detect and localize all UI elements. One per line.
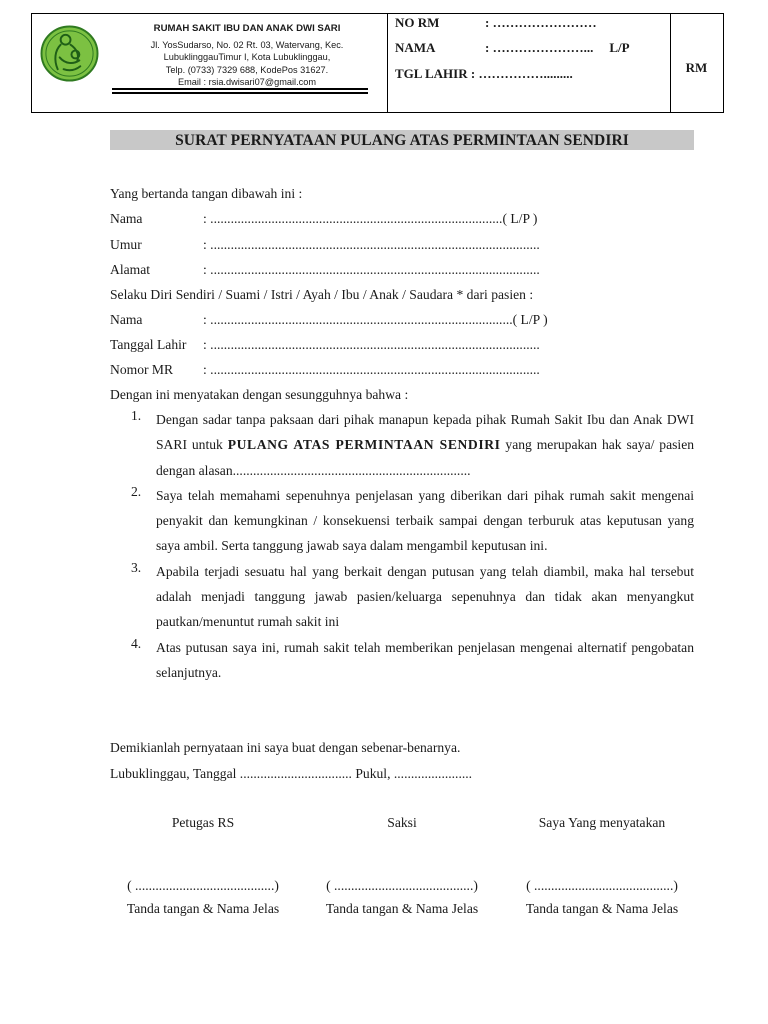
signer-age-field xyxy=(110,236,540,253)
signature-role: Saksi xyxy=(387,815,417,830)
place-date-line: Lubuklinggau, Tanggal ................................. Pukul, ....................... xyxy=(110,766,473,781)
signature-caption: Tanda tangan & Nama Jelas xyxy=(325,901,479,916)
statement-intro: Dengan ini menyatakan dengan sesungguhnya bahwa : xyxy=(110,387,409,402)
tgl-lahir-row xyxy=(395,66,573,82)
patient-id-box xyxy=(387,14,671,112)
document-title: SURAT PERNYATAAN PULANG ATAS PERMINTAAN SENDIRI xyxy=(110,130,694,150)
signature-blank: ( .........................................) xyxy=(526,878,678,893)
hospital-name: RUMAH SAKIT IBU DAN ANAK DWI SARI xyxy=(153,23,341,34)
signature-blank: ( .........................................) xyxy=(127,878,279,893)
list-number: 3. xyxy=(131,559,142,575)
list-item xyxy=(131,483,694,559)
list-text: Atas putusan saya ini, rumah sakit telah memberikan penjelasan mengenai alternatif pengobatan selanjutnya. xyxy=(156,639,694,680)
relation-line: Selaku Diri Sendiri / Suami / Istri / Ayah / Ibu / Anak / Saudara * dari pasien : xyxy=(110,287,534,302)
list-item xyxy=(131,635,694,686)
gender-label: L/P xyxy=(609,40,630,55)
address-line-1: Jl. YosSudarso, No. 02 Rt. 03, Watervang, Kec. xyxy=(150,39,344,50)
hospital-identity xyxy=(32,14,388,112)
signer-name-field xyxy=(110,210,537,227)
list-text: Saya telah memahami sepenuhnya penjelasan yang diberikan dari pihak rumah sakit mengenai penyakit dan kemungkinan / konsekuensi terbaik sampai dengan terburuk atas keputusan yang saya ambil. Serta tanggung jawab saya dalam mengambil keputusan ini. xyxy=(156,487,694,554)
nama-value: : …………………... xyxy=(485,40,594,55)
nama-label: NAMA xyxy=(395,40,436,55)
field-label: Nama xyxy=(110,211,143,226)
field-value: : ................................................................................................. xyxy=(203,237,540,252)
field-value: : ......................................................................................( L/P ) xyxy=(203,211,538,226)
list-text: Apabila terjadi sesuatu hal yang berkait dengan putusan yang telah diambil, maka hal tersebut adalah menjadi tanggung jawab pasien/keluarga sepenuhnya dan tidak akan menyangkut pautkan/menuntut rumah sakit ini xyxy=(156,563,694,630)
patient-mr-field xyxy=(110,361,540,378)
hospital-info xyxy=(110,23,384,89)
rm-label: RM xyxy=(685,60,708,75)
signature-declarant xyxy=(507,815,697,917)
list-number: 1. xyxy=(131,408,142,423)
field-value: : ................................................................................................. xyxy=(203,262,540,277)
phone-line: Telp. (0733) 7329 688, KodePos 31627. xyxy=(165,64,329,75)
field-label: Nama xyxy=(110,312,143,327)
intro-text: Yang bertanda tangan dibawah ini : xyxy=(110,186,303,201)
field-label: Tanggal Lahir xyxy=(110,337,187,352)
document-header xyxy=(31,13,724,113)
patient-name-field xyxy=(110,311,548,328)
signature-role: Petugas RS xyxy=(171,815,235,830)
patient-dob-field xyxy=(110,336,540,353)
address-line-2: LubuklinggauTimur I, Kota Lubuklinggau, xyxy=(163,52,331,63)
signature-blank: ( .........................................) xyxy=(326,878,478,893)
nama-row xyxy=(395,40,630,56)
field-value: : .........................................................................................( L/P ) xyxy=(203,312,548,327)
rm-box xyxy=(670,14,723,112)
tgl-lahir-label: TGL LAHIR xyxy=(395,66,468,81)
signature-caption: Tanda tangan & Nama Jelas xyxy=(126,901,280,916)
signature-officer xyxy=(108,815,298,917)
no-rm-value: : …………………… xyxy=(485,15,597,30)
closing-statement: Demikianlah pernyataan ini saya buat dengan sebenar-benarnya. xyxy=(110,740,461,755)
no-rm-row xyxy=(395,15,597,31)
signer-address-field xyxy=(110,261,540,278)
field-label: Nomor MR xyxy=(110,362,174,377)
email-line: Email : rsia.dwisari07@gmail.com xyxy=(178,77,316,88)
list-number: 2. xyxy=(131,483,142,499)
header-rule-bottom xyxy=(112,92,368,94)
no-rm-label: NO RM xyxy=(395,15,440,30)
field-value: : ................................................................................................. xyxy=(203,337,540,352)
list-item xyxy=(131,407,694,483)
header-rule-top xyxy=(112,88,368,90)
list-item xyxy=(131,559,694,635)
list-text: Dengan sadar tanpa paksaan dari pihak manapun kepada pihak Rumah Sakit Ibu dan Anak DWI SARI untuk PULANG ATAS PERMINTAAN SENDIRI yang merupakan hak saya/ pasien dengan alasan...................................................................... xyxy=(156,412,695,478)
field-value: : ................................................................................................. xyxy=(203,362,540,377)
mother-child-logo-icon xyxy=(40,25,99,82)
tgl-lahir-value: : ……………......... xyxy=(470,66,573,81)
signature-role: Saya Yang menyatakan xyxy=(538,815,666,830)
signature-witness xyxy=(307,815,497,917)
field-label: Alamat xyxy=(110,262,151,277)
list-number: 4. xyxy=(131,635,142,651)
signature-caption: Tanda tangan & Nama Jelas xyxy=(525,901,679,916)
statement-list xyxy=(131,407,694,685)
field-label: Umur xyxy=(110,237,142,252)
